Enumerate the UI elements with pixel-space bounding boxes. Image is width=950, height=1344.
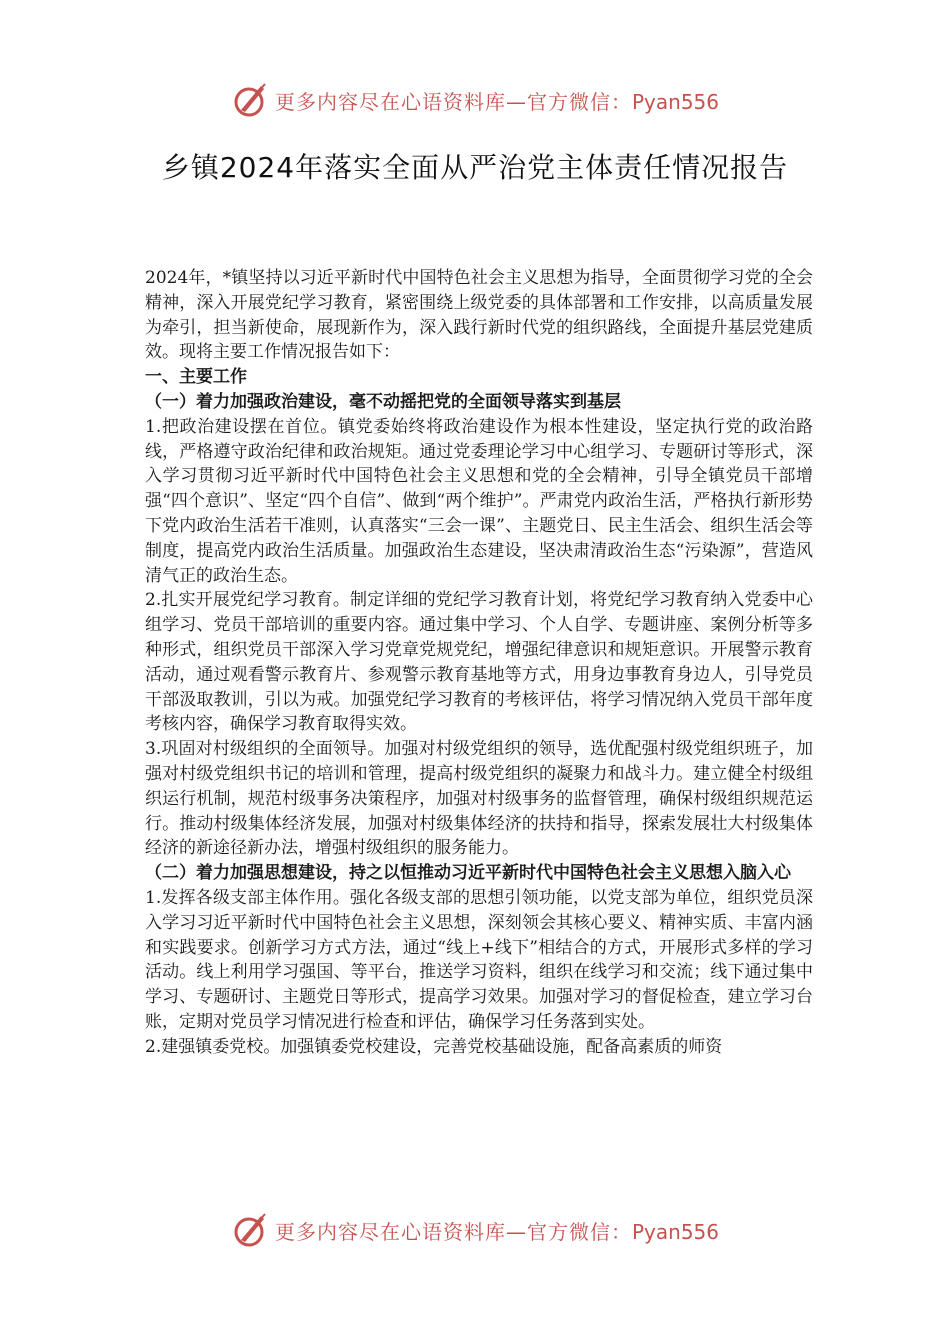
paragraph: 2.建强镇委党校。加强镇委党校建设，完善党校基础设施，配备高素质的师资 [145,1036,723,1057]
section-heading: 一、主要工作 [145,367,247,388]
document-title: 乡镇2024年落实全面从严治党主体责任情况报告 [161,151,789,184]
quill-logo-icon [231,1210,271,1250]
subsection-heading: （二）着力加强思想建设，持之以恒推动习近平新时代中国特色社会主义思想入脑入心 [145,863,791,884]
banner-label: 更多内容尽在心语资料库—官方微信： [274,89,632,114]
banner-text [275,86,719,115]
footer-banner [0,1210,950,1250]
banner-label: 更多内容尽在心语资料库—官方微信： [274,1219,632,1244]
intro-paragraph: 2024年，*镇坚持以习近平新时代中国特色社会主义思想为指导，全面贯彻学习党的全会精神，深入开展党纪学习教育，紧密围绕上级党委的具体部署和工作安排，以高质量发展为牵引，担当新使命，展现新作为，深入践行新时代党的组织路线，全面提升基层党建质效。现将主要工作情况报告如下： [145,268,813,363]
paragraph: 1.发挥各级支部主体作用。强化各级支部的思想引领功能，以党支部为单位，组织党员深入学习习近平新时代中国特色社会主义思想，深刻领会其核心要义、精神实质、丰富内涵和实践要求。创新学习方式方法，通过“线上+线下”相结合的方式，开展形式多样的学习活动。线上利用学习强国、等平台，推送学习资料，组织在线学习和交流；线下通过集中学习、专题研讨、主题党日等形式，提高学习效果。加强对学习的督促检查，建立学习台账，定期对党员学习情况进行检查和评估，确保学习任务落到实处。 [145,887,813,1032]
subsection-heading: （一）着力加强政治建设，毫不动摇把党的全面领导落实到基层 [145,391,621,412]
wechat-id: Pyan556 [631,1219,719,1244]
paragraph: 1.把政治建设摆在首位。镇党委始终将政治建设作为根本性建设，坚定执行党的政治路线，严格遵守政治纪律和政治规矩。通过党委理论学习中心组学习、专题研讨等形式，深入学习贯彻习近平新时代中国特色社会主义思想和党的全会精神，引导全镇党员干部增强“四个意识”、坚定“四个自信”、做到“两个维护”。严肃党内政治生活，严格执行新形势下党内政治生活若干准则，认真落实“三会一课”、主题党日、民主生活会、组织生活会等制度，提高党内政治生活质量。加强政治生态建设，坚决肃清政治生态“污染源”，营造风清气正的政治生态。 [145,416,813,586]
paragraph: 3.巩固对村级组织的全面领导。加强对村级党组织的领导，选优配强村级党组织班子，加强对村级党组织书记的培训和管理，提高村级党组织的凝聚力和战斗力。建立健全村级组织运行机制，规范村级事务决策程序，加强对村级事务的监督管理，确保村级组织规范运行。推动村级集体经济发展，加强对村级集体经济的扶持和指导，探索发展壮大村级集体经济的新途径新办法，增强村级组织的服务能力。 [145,739,813,859]
document-body [145,266,813,1060]
header-banner [0,80,950,120]
quill-logo-icon [231,80,271,120]
wechat-id: Pyan556 [631,89,719,114]
banner-text [275,1216,719,1245]
paragraph: 2.扎实开展党纪学习教育。制定详细的党纪学习教育计划，将党纪学习教育纳入党委中心组学习、党员干部培训的重要内容。通过集中学习、个人自学、专题讲座、案例分析等多种形式，组织党员干部深入学习党章党规党纪，增强纪律意识和规矩意识。开展警示教育活动，通过观看警示教育片、参观警示教育基地等方式，用身边事教育身边人，引导党员干部汲取教训，引以为戒。加强党纪学习教育的考核评估，将学习情况纳入党员干部年度考核内容，确保学习教育取得实效。 [145,590,813,735]
